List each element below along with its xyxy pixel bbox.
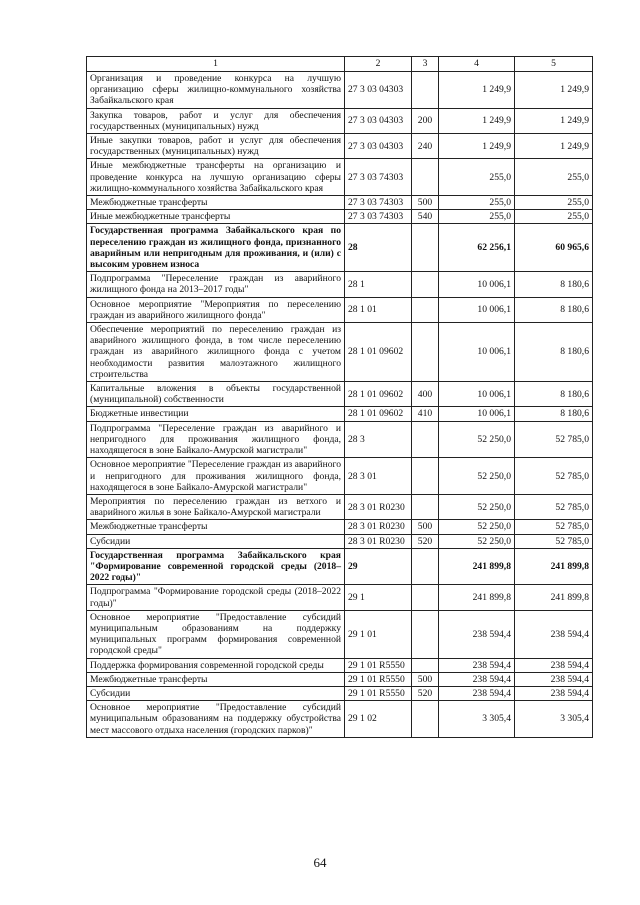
row-name-cell: Подпрограмма "Формирование городской среды (2018–2022 годы)" <box>87 585 345 610</box>
row-name-cell: Иные межбюджетные трансферты <box>87 210 345 224</box>
row-amount-2-cell: 238 594,4 <box>515 672 593 686</box>
row-amount-2-cell: 52 785,0 <box>515 534 593 548</box>
row-code-cell: 28 1 <box>345 272 412 297</box>
row-amount-1-cell: 10 006,1 <box>439 272 515 297</box>
row-expense-type-cell: 200 <box>412 108 439 133</box>
row-amount-2-cell: 52 785,0 <box>515 458 593 495</box>
row-amount-1-cell: 241 899,8 <box>439 548 515 585</box>
row-amount-1-cell: 52 250,0 <box>439 534 515 548</box>
row-expense-type-cell <box>412 323 439 382</box>
row-amount-1-cell: 1 249,9 <box>439 72 515 109</box>
row-name-cell: Обеспечение мероприятий по переселению граждан из аварийного жилищного фонда, в том числе переселению граждан из аварийного жилищного фонда с учетом необходимости развития малоэтажного жилищного строительства <box>87 323 345 382</box>
row-code-cell: 29 1 01 R5550 <box>345 686 412 700</box>
row-name-cell: Государственная программа Забайкальского края по переселению граждан из жилищного фонда, признанного аварийным или непригодным для проживания, и (или) с высоким уровнем износа <box>87 224 345 272</box>
row-code-cell: 29 <box>345 548 412 585</box>
column-header-expense-type: 3 <box>412 57 439 72</box>
table-row <box>87 520 593 534</box>
row-code-cell: 27 3 03 74303 <box>345 196 412 210</box>
row-code-cell: 29 1 01 R5550 <box>345 672 412 686</box>
row-expense-type-cell: 500 <box>412 520 439 534</box>
row-amount-1-cell: 238 594,4 <box>439 672 515 686</box>
table-row <box>87 297 593 322</box>
row-amount-1-cell: 1 249,9 <box>439 108 515 133</box>
row-name-cell: Бюджетные инвестиции <box>87 407 345 421</box>
row-amount-2-cell: 60 965,6 <box>515 224 593 272</box>
row-amount-1-cell: 255,0 <box>439 210 515 224</box>
row-name-cell: Иные межбюджетные трансферты на организацию и проведение конкурса на лучшую организацию сферы жилищно-коммунального хозяйства Забайкальского края <box>87 159 345 196</box>
row-amount-2-cell: 238 594,4 <box>515 686 593 700</box>
row-expense-type-cell <box>412 548 439 585</box>
row-amount-1-cell: 10 006,1 <box>439 323 515 382</box>
row-amount-1-cell: 10 006,1 <box>439 407 515 421</box>
row-expense-type-cell: 500 <box>412 672 439 686</box>
row-name-cell: Субсидии <box>87 686 345 700</box>
row-code-cell: 28 3 01 R0230 <box>345 534 412 548</box>
row-amount-2-cell: 255,0 <box>515 210 593 224</box>
row-expense-type-cell <box>412 610 439 658</box>
row-amount-1-cell: 255,0 <box>439 196 515 210</box>
row-code-cell: 28 1 01 09602 <box>345 382 412 407</box>
row-amount-2-cell: 1 249,9 <box>515 72 593 109</box>
row-amount-2-cell: 241 899,8 <box>515 548 593 585</box>
row-code-cell: 28 3 <box>345 421 412 458</box>
row-amount-2-cell: 241 899,8 <box>515 585 593 610</box>
row-name-cell: Основное мероприятие "Мероприятия по переселению граждан из аварийного жилищного фонда" <box>87 297 345 322</box>
row-expense-type-cell <box>412 421 439 458</box>
row-expense-type-cell <box>412 494 439 519</box>
row-amount-2-cell: 3 305,4 <box>515 701 593 738</box>
table-row <box>87 701 593 738</box>
row-code-cell: 28 3 01 <box>345 458 412 495</box>
table-row <box>87 548 593 585</box>
row-amount-2-cell: 238 594,4 <box>515 658 593 672</box>
row-amount-1-cell: 10 006,1 <box>439 297 515 322</box>
table-row <box>87 494 593 519</box>
budget-table <box>86 56 593 738</box>
row-amount-1-cell: 255,0 <box>439 159 515 196</box>
row-code-cell: 29 1 02 <box>345 701 412 738</box>
row-amount-2-cell: 255,0 <box>515 196 593 210</box>
table-row <box>87 407 593 421</box>
row-amount-2-cell: 1 249,9 <box>515 134 593 159</box>
row-amount-1-cell: 238 594,4 <box>439 610 515 658</box>
table-row <box>87 323 593 382</box>
table-row <box>87 272 593 297</box>
row-code-cell: 28 1 01 09602 <box>345 323 412 382</box>
table-row <box>87 159 593 196</box>
row-name-cell: Межбюджетные трансферты <box>87 196 345 210</box>
row-amount-2-cell: 8 180,6 <box>515 297 593 322</box>
row-code-cell: 29 1 01 <box>345 610 412 658</box>
row-code-cell: 28 3 01 R0230 <box>345 494 412 519</box>
row-amount-1-cell: 3 305,4 <box>439 701 515 738</box>
row-name-cell: Подпрограмма "Переселение граждан из аварийного и непригодного для проживания жилищного фонда, находящегося в зоне Байкало-Амурской магистрали" <box>87 421 345 458</box>
row-name-cell: Межбюджетные трансферты <box>87 520 345 534</box>
row-code-cell: 28 1 01 09602 <box>345 407 412 421</box>
row-amount-1-cell: 1 249,9 <box>439 134 515 159</box>
row-name-cell: Мероприятия по переселению граждан из ветхого и аварийного жилья в зоне Байкало-Амурской магистрали <box>87 494 345 519</box>
row-amount-2-cell: 1 249,9 <box>515 108 593 133</box>
row-expense-type-cell <box>412 159 439 196</box>
row-code-cell: 27 3 03 04303 <box>345 72 412 109</box>
row-amount-1-cell: 10 006,1 <box>439 382 515 407</box>
row-code-cell: 28 3 01 R0230 <box>345 520 412 534</box>
table-row <box>87 672 593 686</box>
row-expense-type-cell <box>412 72 439 109</box>
row-amount-1-cell: 52 250,0 <box>439 494 515 519</box>
row-expense-type-cell: 240 <box>412 134 439 159</box>
row-expense-type-cell: 520 <box>412 686 439 700</box>
row-code-cell: 27 3 03 74303 <box>345 159 412 196</box>
row-expense-type-cell <box>412 272 439 297</box>
row-expense-type-cell <box>412 658 439 672</box>
row-name-cell: Подпрограмма "Переселение граждан из аварийного жилищного фонда на 2013–2017 годы" <box>87 272 345 297</box>
row-expense-type-cell: 500 <box>412 196 439 210</box>
row-expense-type-cell <box>412 701 439 738</box>
table-row <box>87 134 593 159</box>
row-amount-2-cell: 8 180,6 <box>515 382 593 407</box>
row-name-cell: Закупка товаров, работ и услуг для обеспечения государственных (муниципальных) нужд <box>87 108 345 133</box>
table-row <box>87 108 593 133</box>
row-amount-2-cell: 255,0 <box>515 159 593 196</box>
row-amount-1-cell: 52 250,0 <box>439 520 515 534</box>
row-amount-2-cell: 238 594,4 <box>515 610 593 658</box>
row-expense-type-cell: 400 <box>412 382 439 407</box>
row-amount-1-cell: 52 250,0 <box>439 421 515 458</box>
row-code-cell: 29 1 <box>345 585 412 610</box>
table-row <box>87 196 593 210</box>
table-row <box>87 72 593 109</box>
table-row <box>87 421 593 458</box>
row-amount-1-cell: 62 256,1 <box>439 224 515 272</box>
row-expense-type-cell: 540 <box>412 210 439 224</box>
row-code-cell: 27 3 03 04303 <box>345 108 412 133</box>
row-name-cell: Основное мероприятие "Предоставление субсидий муниципальным образованиям на поддержку муниципальных программ формирования современной городской среды" <box>87 610 345 658</box>
table-row <box>87 210 593 224</box>
row-amount-2-cell: 52 785,0 <box>515 494 593 519</box>
row-name-cell: Организация и проведение конкурса на лучшую организацию сферы жилищно-коммунального хозяйства Забайкальского края <box>87 72 345 109</box>
row-name-cell: Государственная программа Забайкальского края "Формирование современной городской среды (2018–2022 годы)" <box>87 548 345 585</box>
table-row <box>87 658 593 672</box>
row-expense-type-cell: 520 <box>412 534 439 548</box>
table-row <box>87 224 593 272</box>
row-code-cell: 28 <box>345 224 412 272</box>
row-name-cell: Субсидии <box>87 534 345 548</box>
column-header-amount-1: 4 <box>439 57 515 72</box>
row-amount-1-cell: 241 899,8 <box>439 585 515 610</box>
row-amount-2-cell: 52 785,0 <box>515 421 593 458</box>
row-code-cell: 27 3 03 04303 <box>345 134 412 159</box>
row-code-cell: 27 3 03 74303 <box>345 210 412 224</box>
row-code-cell: 29 1 01 R5550 <box>345 658 412 672</box>
row-amount-1-cell: 238 594,4 <box>439 686 515 700</box>
table-row <box>87 686 593 700</box>
table-row <box>87 458 593 495</box>
row-expense-type-cell <box>412 585 439 610</box>
row-name-cell: Иные закупки товаров, работ и услуг для обеспечения государственных (муниципальных) нужд <box>87 134 345 159</box>
row-name-cell: Капитальные вложения в объекты государственной (муниципальной) собственности <box>87 382 345 407</box>
row-amount-2-cell: 8 180,6 <box>515 323 593 382</box>
row-expense-type-cell: 410 <box>412 407 439 421</box>
table-row <box>87 585 593 610</box>
row-amount-2-cell: 52 785,0 <box>515 520 593 534</box>
table-row <box>87 610 593 658</box>
row-amount-2-cell: 8 180,6 <box>515 407 593 421</box>
row-name-cell: Поддержка формирования современной городской среды <box>87 658 345 672</box>
table-row <box>87 382 593 407</box>
row-expense-type-cell <box>412 224 439 272</box>
column-header-name: 1 <box>87 57 345 72</box>
row-name-cell: Основное мероприятие "Предоставление субсидий муниципальным образованиям на поддержку обустройства мест массового отдыха населения (городских парков)" <box>87 701 345 738</box>
table-row <box>87 534 593 548</box>
row-amount-2-cell: 8 180,6 <box>515 272 593 297</box>
column-header-amount-2: 5 <box>515 57 593 72</box>
row-name-cell: Межбюджетные трансферты <box>87 672 345 686</box>
row-expense-type-cell <box>412 297 439 322</box>
page-number: 64 <box>313 855 327 870</box>
row-code-cell: 28 1 01 <box>345 297 412 322</box>
row-amount-1-cell: 238 594,4 <box>439 658 515 672</box>
row-expense-type-cell <box>412 458 439 495</box>
column-header-code: 2 <box>345 57 412 72</box>
row-amount-1-cell: 52 250,0 <box>439 458 515 495</box>
row-name-cell: Основное мероприятие "Переселение граждан из аварийного и непригодного для проживания жилищного фонда, находящегося в зоне Байкало-Амурской магистрали" <box>87 458 345 495</box>
table-header-row <box>87 57 593 72</box>
